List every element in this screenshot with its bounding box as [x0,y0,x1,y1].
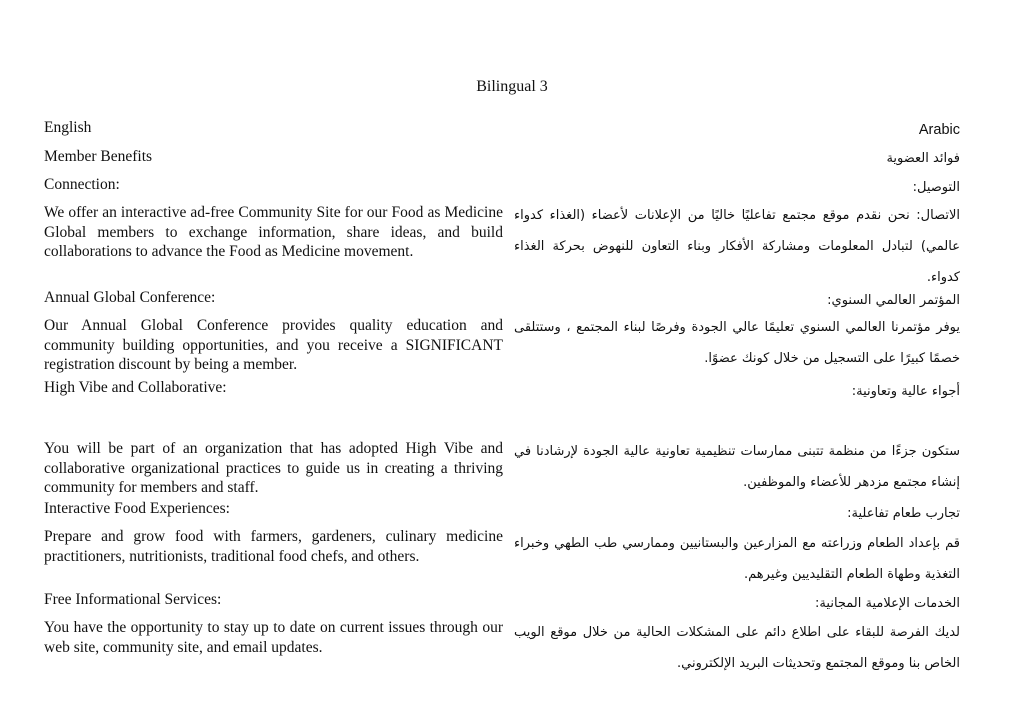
ar-highvibe-text: ستكون جزءًا من منظمة تتبنى ممارسات تنظيمية تعاونية عالية الجودة لإرشادنا في إنشاء مجتمع مزدهر للأعضاء والموظفين. [514,444,960,490]
en-food-text: Prepare and grow food with farmers, gardeners, culinary medicine practitioners, nutritionists, traditional food chefs, and others. [44,528,503,565]
ar-conference-heading: المؤتمر العالمي السنوي: [827,293,960,308]
document-title: Bilingual 3 [476,78,548,95]
ar-connection-heading: التوصيل: [912,180,960,195]
ar-info-text: لديك الفرصة للبقاء على اطلاع دائم على المشكلات الحالية من خلال موقع الويب الخاص بنا وموقع المجتمع وتحديثات البريد الإلكتروني. [514,625,960,671]
en-conference-text: Our Annual Global Conference provides quality education and community building opportunities, and you receive a SIGNIFICANT registration discount by being a member. [44,317,503,373]
english-column-heading: English [44,119,92,136]
en-member-benefits: Member Benefits [44,148,153,165]
en-connection-text: We offer an interactive ad-free Community Site for our Food as Medicine Global members to exchange information, share ideas, and build collaborations to advance the Food as Medicine movement. [44,204,503,260]
arabic-column-heading: Arabic [918,122,960,138]
en-info-heading: Free Informational Services: [44,591,222,608]
en-info-text: You have the opportunity to stay up to date on current issues through our web site, community site, and email updates. [44,619,503,656]
en-highvibe-text: You will be part of an organization that has adopted High Vibe and collaborative organizational practices to guide us in creating a thriving community for members and staff. [44,440,503,496]
en-food-heading: Interactive Food Experiences: [44,500,230,517]
ar-food-heading: تجارب طعام تفاعلية: [847,506,960,521]
ar-food-text: قم بإعداد الطعام وزراعته مع المزارعين والبستانيين وممارسي طب الطهي وخبراء التغذية وطهاة الطعام التقليديين وغيرهم. [514,536,960,582]
ar-member-benefits: فوائد العضوية [886,151,960,166]
ar-conference-text: يوفر مؤتمرنا العالمي السنوي تعليمًا عالي الجودة وفرصًا لبناء المجتمع ، وستتلقى خصمًا كبيرًا على التسجيل من خلال كونك عضوًا. [514,320,960,366]
ar-connection-text: الاتصال: نحن نقدم موقع مجتمع تفاعليًا خاليًا من الإعلانات لأعضاء (الغذاء كدواء عالمي) لتبادل المعلومات ومشاركة الأفكار وبناء التعاون للنهوض بحركة الغذاء كدواء. [514,208,960,285]
en-conference-heading: Annual Global Conference: [44,289,216,306]
ar-info-heading: الخدمات الإعلامية المجانية: [815,596,960,611]
en-connection-heading: Connection: [44,176,120,193]
ar-highvibe-heading: أجواء عالية وتعاونية: [851,384,960,399]
en-highvibe-heading: High Vibe and Collaborative: [44,379,227,396]
